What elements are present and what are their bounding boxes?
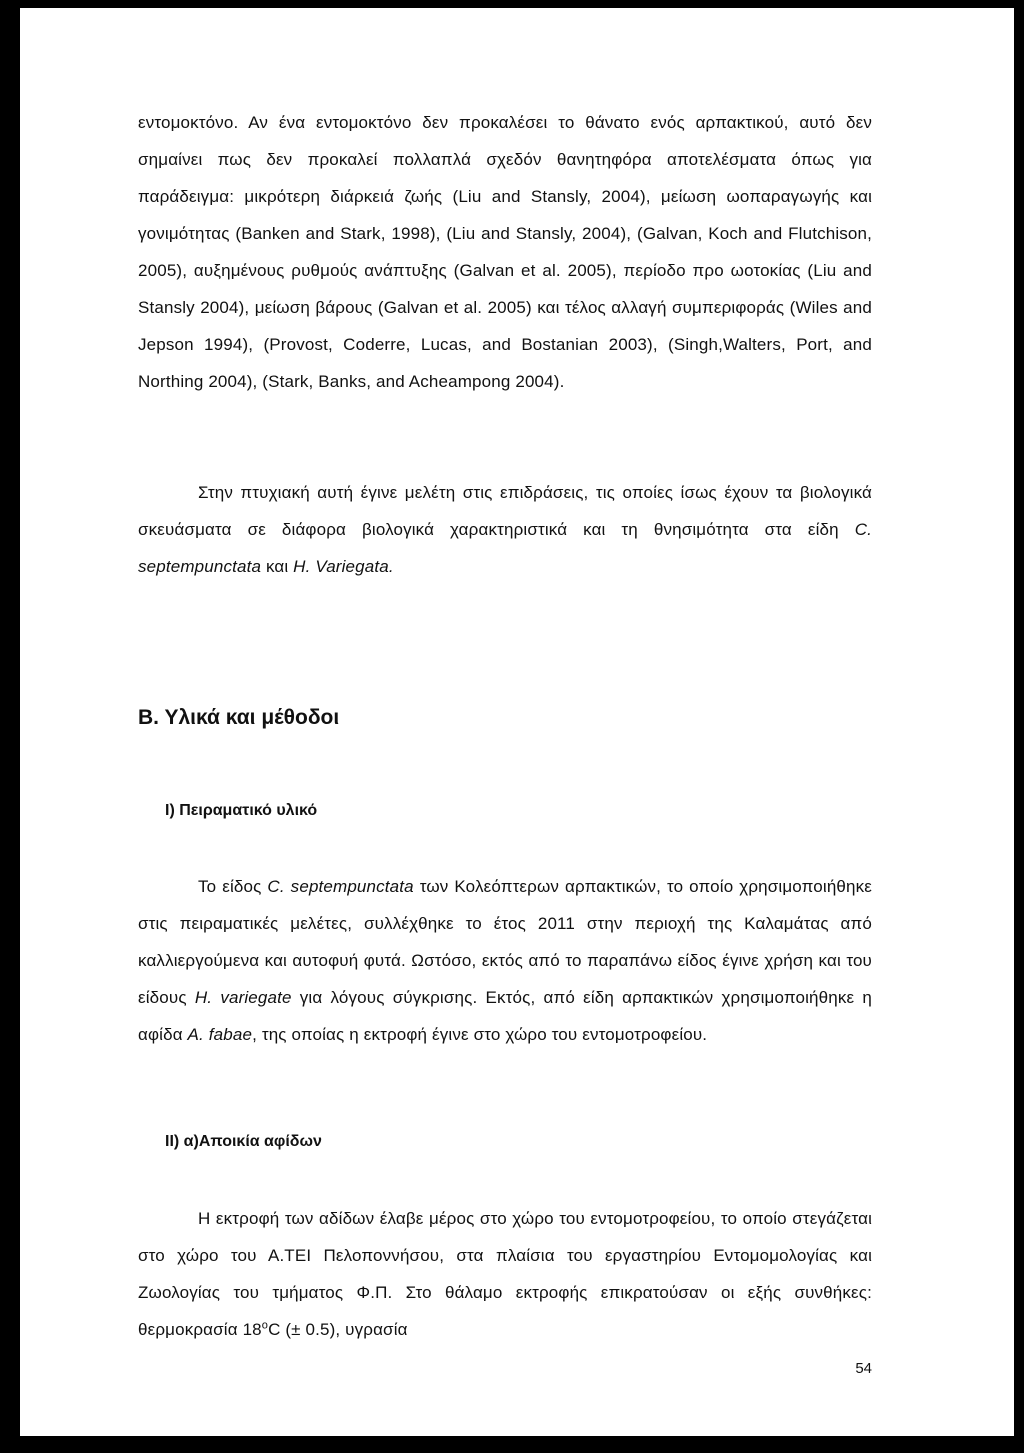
species-name: C. septempunctata [267,877,414,896]
superscript-degree: o [261,1319,269,1332]
species-name: H. variegate [194,988,292,1007]
paragraph-experimental-material: Το είδος C. septempunctata των Κολεόπτερων αρπακτικών, το οποίο χρησιμοποιήθηκε στις πειραματικές μελέτες, συλλέχθηκε το έτος 2011 στην περιοχή της Καλαμάτας από καλλιεργούμενα και αυτοφυή φυτά. Ωστόσο, εκτός από το παραπάνω είδος έγινε χρήση και του είδους H. variegate για λόγους σύγκρισης. Εκτός, από είδη αρπακτικών χρησιμοποιήθηκε η αφίδα A. fabae, της οποίας η εκτροφή έγινε στο χώρο του εντομοτροφείου. [138,877,873,1044]
paragraph-thesis-aim-text: Στην πτυχιακή αυτή έγινε μελέτη στις επιδράσεις, τις οποίες ίσως έχουν τα βιολογικά σκευάσματα σε διάφορα βιολογικά χαρακτηριστικά και τη θνησιμότητα στα είδη [138,483,872,539]
paragraph-side-effects-text: εντομοκτόνο. Αν ένα εντομοκτόνο δεν προκαλέσει το θάνατο ενός αρπακτικού, αυτό δεν σημαίνει πως δεν προκαλεί πολλαπλά σχεδόν θανητηφόρα αποτελέσματα όπως για παράδειγμα: μικρότερη διάρκειά ζωής (Liu and Stansly, 2004), μείωση ωοπαραγωγής και γονιμότητας (Banken and Stark, 1998), (Liu and Stansly, 2004), (Galvan, Koch and Flutchison, 2005), αυξημένους ρυθμούς ανάπτυξης (Galvan et al. 2005), περίοδο προ ωοτοκίας (Liu and Stansly 2004), μείωση βάρους (Galvan et al. 2005) και τέλος αλλαγή συμπεριφοράς (Wiles and Jepson 1994), (Provost, Coderre, Lucas, and Bostanian 2003), (Singh,Walters, Port, and Northing 2004), (Stark, Banks, and Acheampong 2004). [138,113,872,391]
subsection-heading-aphid-colony: II) α)Αποικία αφίδων [165,1133,322,1150]
paragraph-aphid-rearing: Η εκτροφή των αδίδων έλαβε μέρος στο χώρο του εντομοτροφείου, το οποίο στεγάζεται στο χώρο του Α.ΤΕΙ Πελοποννήσου, στα πλαίσια του εργαστηρίου Εντομομολογίας και Ζωολογίας του τμήματος Φ.Π. Στο θάλαμο εκτροφής επικρατούσαν οι εξής συνθήκες: θερμοκρασία 18$^o$C (± 0.5), υγρασία [138,1209,872,1339]
page-number: 54 [855,1360,872,1377]
document-page [20,8,1014,1436]
subsection-heading-experimental-material: I) Πειραματικό υλικό [165,802,318,819]
section-heading-materials-methods: Β. Υλικά και μέθοδοι [138,706,340,729]
paragraph-side-effects [138,104,872,400]
paragraph-thesis-aim: Στην πτυχιακή αυτή έγινε μελέτη στις επιδράσεις, τις οποίες ίσως έχουν τα βιολογικά σκευάσματα σε διάφορα βιολογικά χαρακτηριστικά και τη θνησιμότητα στα είδη C. septempunctata και H. Variegata. [138,483,872,576]
species-name: C. septempunctata [138,520,872,576]
species-name: H. Variegata. [293,557,394,576]
species-name: A. fabae [187,1025,253,1044]
